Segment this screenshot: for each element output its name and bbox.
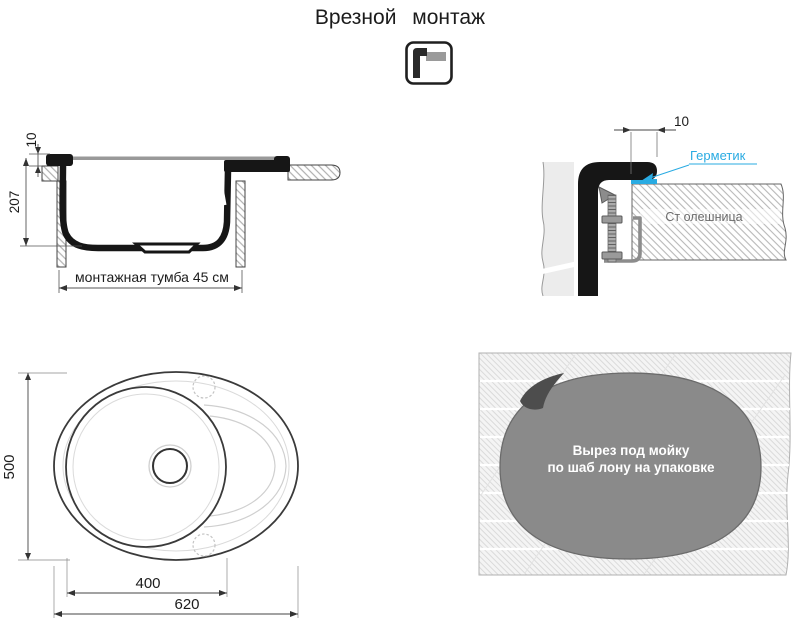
mounting-detail-drawing: [490, 100, 800, 310]
sink-bowl: [66, 387, 226, 547]
clamp-nut-upper: [602, 216, 622, 223]
cutout-label-line1: Вырез под мойку: [572, 443, 690, 458]
cutout-template-drawing: [465, 345, 800, 585]
top-view-drawing: [0, 348, 345, 629]
clamp-nut-lower: [602, 252, 622, 259]
sealant-label: Герметик: [690, 148, 746, 163]
sink-bowl-profile: [46, 154, 290, 252]
dim-height-label: 500: [1, 454, 18, 480]
sink-top-surface: [55, 157, 286, 161]
countertop-left-section: [42, 166, 58, 181]
dim-bowl-depth-label: 207: [7, 190, 22, 214]
sink-wall-band: [542, 162, 574, 296]
cutout-label-line2: по шаб лону на упаковке: [547, 460, 715, 475]
cabinet-wall-right: [236, 181, 245, 267]
dim-rim-height-label: 10: [24, 132, 39, 148]
inset-mount-icon: [404, 40, 454, 86]
profile-highlight-break: [221, 182, 225, 205]
countertop-right-section: [288, 165, 340, 180]
icon-countertop-bar: [426, 52, 446, 61]
page-title: Врезной монтаж: [314, 6, 486, 29]
cabinet-width-label: монтажная тумба 45 см: [75, 269, 229, 285]
dim-lip-overlap-label: 10: [674, 114, 690, 129]
countertop-label: Ст олешница: [665, 210, 743, 224]
dim-total-width-label: 620: [174, 596, 200, 613]
sink-wall-edge: [542, 162, 544, 296]
dim-bowl-width-label: 400: [135, 575, 161, 592]
cross-section-drawing: [0, 110, 360, 305]
drain-recess: [136, 244, 197, 252]
sealant-callout: [641, 148, 757, 181]
